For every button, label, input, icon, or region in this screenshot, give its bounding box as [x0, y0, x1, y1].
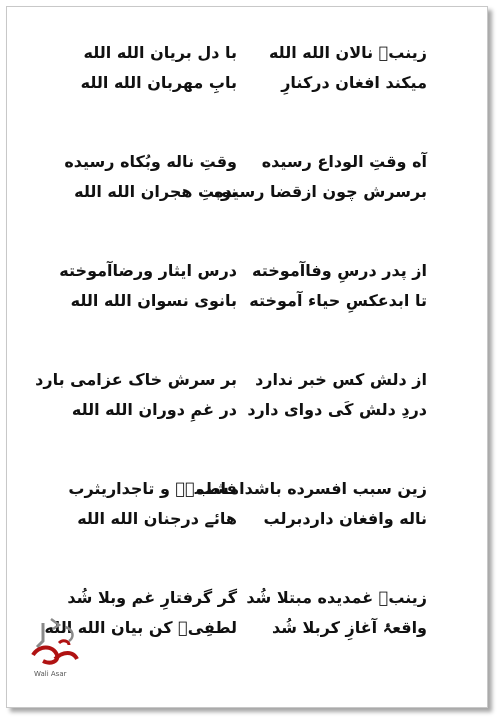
hemistich-left: بر سرش خاک عزامی بارد — [35, 369, 237, 389]
verse-line — [7, 503, 487, 533]
page-frame — [6, 6, 488, 708]
hemistich-right: ناله وافغان داردبرلب — [263, 508, 427, 528]
verse-line — [7, 37, 487, 67]
verse-line — [7, 67, 487, 97]
hemistich-left: وقتِ ناله وبُکاه رسیده — [64, 151, 237, 171]
verse-line — [7, 473, 487, 503]
hemistich-left: درس ایثار ورضاآموخته — [59, 260, 237, 280]
hemistich-right: برسرش چون ازقضا رسیده — [214, 181, 427, 201]
verse-line — [7, 285, 487, 315]
hemistich-left: در غمِ دوران الله الله — [71, 399, 237, 419]
verse-line — [7, 176, 487, 206]
hemistich-right: زینبؑ غمدیده مبتلا شُد — [246, 587, 427, 607]
hemistich-right: زین سبب افسرده باشدامشب — [196, 478, 427, 498]
wali-asar-logo-icon — [29, 615, 81, 671]
hemistich-left: بانوی نسوان الله الله — [70, 290, 237, 310]
stanza — [7, 146, 487, 206]
hemistich-left: نوبتِ هجران الله الله — [74, 181, 237, 201]
hemistich-right: از پدر درسِ وفاآموخته — [252, 260, 427, 280]
stanza — [7, 37, 487, 97]
stanza — [7, 255, 487, 315]
stanza — [7, 364, 487, 424]
verse-line — [7, 255, 487, 285]
hemistich-right: میکند افغان درکنارِ — [281, 72, 427, 92]
hemistich-right: دردِ دلش کَی دوای دارد — [247, 399, 427, 419]
poem — [7, 37, 487, 691]
hemistich-right: زینبؑ نالان الله الله — [268, 42, 427, 62]
hemistich-left: گر گرفتارِ غم وبلا شُد — [67, 587, 237, 607]
hemistich-right: آه وقتِ الوداع رسیده — [261, 151, 427, 171]
hemistich-left: فاطمہؑ و تاجداریثرب — [68, 478, 237, 498]
hemistich-left: بابِ مهربان الله الله — [80, 72, 237, 92]
hemistich-left: با دل بریان الله الله — [83, 42, 237, 62]
hemistich-left: لطفِیؔ کن بیان الله الله — [44, 617, 237, 637]
verse-line — [7, 394, 487, 424]
verse-line — [7, 364, 487, 394]
hemistich-left: هائے درجنان الله الله — [77, 508, 237, 528]
verse-line — [7, 582, 487, 612]
stanza — [7, 473, 487, 533]
logo-caption: Wali Asar — [34, 670, 67, 678]
hemistich-right: از دلش کس خبر ندارد — [255, 369, 427, 389]
hemistich-right: واقعۂ آغازِ کربلا شُد — [271, 617, 427, 637]
verse-line — [7, 146, 487, 176]
hemistich-right: تا ابدعکسِ حیاء آموخته — [249, 290, 427, 310]
